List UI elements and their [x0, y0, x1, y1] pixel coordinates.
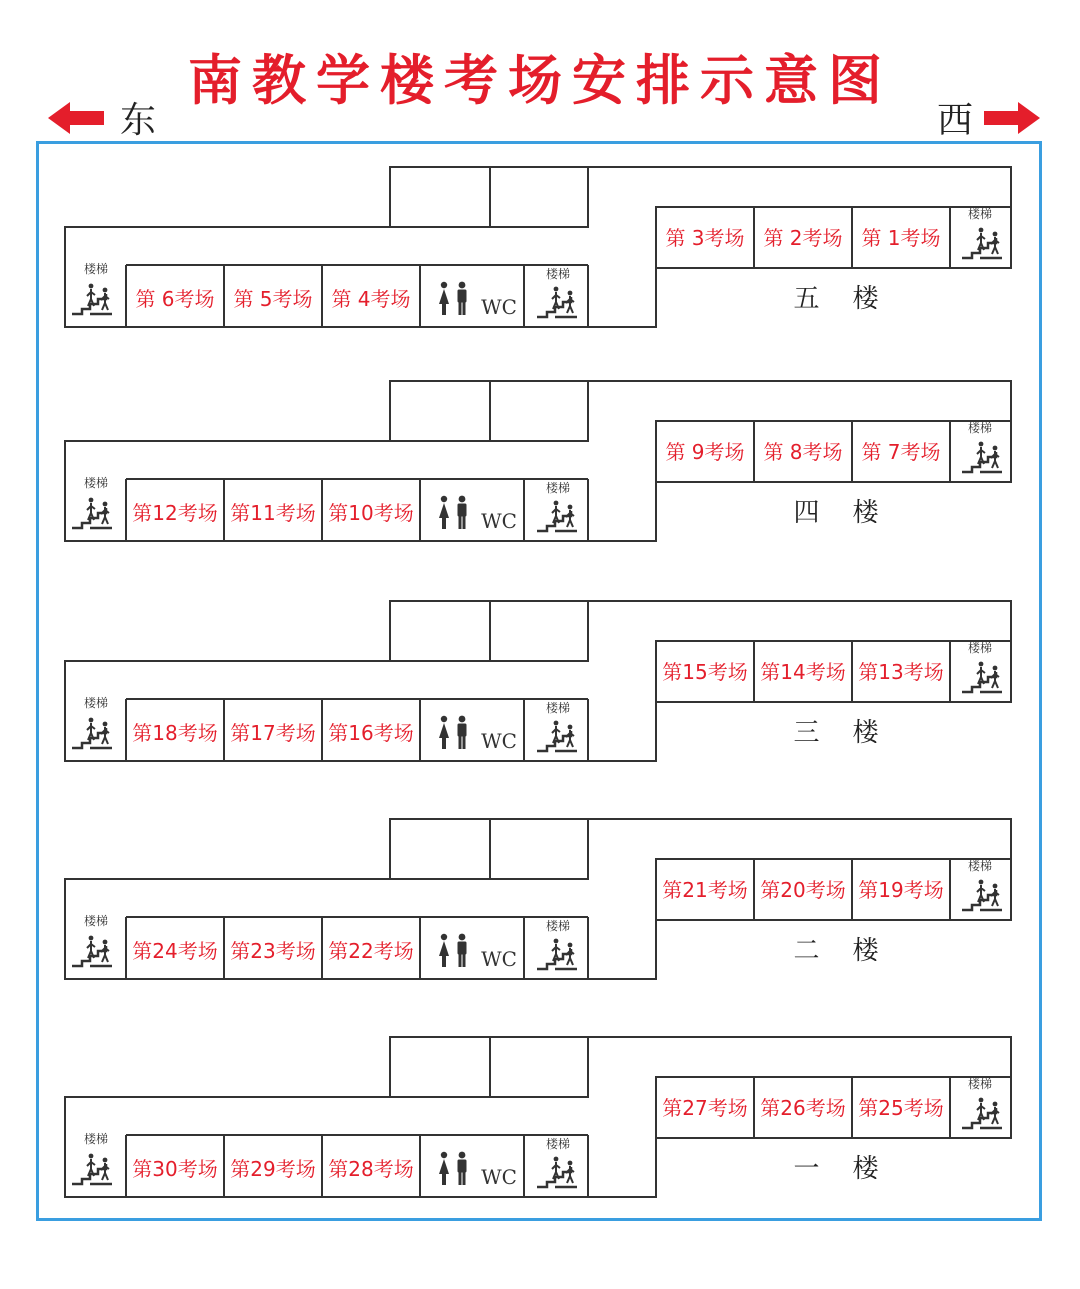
- exam-room-label: 第 7考场: [861, 440, 941, 464]
- floor-plan-4: [0, 1030, 1080, 1205]
- exam-room-label: 第 2考场: [763, 226, 843, 250]
- restroom-icon: [439, 1152, 467, 1185]
- stairs-icon: [537, 939, 577, 969]
- stairs-label: 楼梯: [83, 476, 109, 490]
- stairs-icon: [962, 228, 1002, 258]
- floor-label: 三 楼: [793, 718, 879, 748]
- restroom-icon: [439, 282, 467, 315]
- wc-label: WC: [481, 729, 517, 753]
- exam-room-label: 第11考场: [230, 501, 316, 525]
- exam-room-label: 第24考场: [132, 939, 218, 963]
- arrow-right-icon: [984, 100, 1040, 136]
- exam-room-label: 第18考场: [132, 721, 218, 745]
- stairs-label: 楼梯: [967, 1077, 993, 1091]
- stairs-icon: [962, 880, 1002, 910]
- stairs-icon: [537, 287, 577, 317]
- wc-label: WC: [481, 509, 517, 533]
- exam-room-label: 第22考场: [328, 939, 414, 963]
- floor-label: 一 楼: [793, 1154, 879, 1184]
- exam-room-label: 第26考场: [760, 1096, 846, 1120]
- stairs-icon: [537, 1157, 577, 1187]
- stairs-icon: [72, 936, 112, 966]
- stairs-icon: [537, 501, 577, 531]
- page-title: 南教学楼考场安排示意图: [188, 49, 892, 112]
- stairs-icon: [72, 284, 112, 314]
- stairs-icon: [962, 1098, 1002, 1128]
- exam-room-label: 第20考场: [760, 878, 846, 902]
- floor-label: 五 楼: [793, 284, 879, 314]
- stairs-label: 楼梯: [545, 919, 571, 933]
- stairs-label: 楼梯: [83, 262, 109, 276]
- exam-room-label: 第30考场: [132, 1157, 218, 1181]
- exam-room-label: 第 9考场: [665, 440, 745, 464]
- direction-east: 东: [120, 100, 157, 141]
- exam-room-label: 第 1考场: [861, 226, 941, 250]
- stairs-label: 楼梯: [545, 267, 571, 281]
- restroom-icon: [439, 934, 467, 967]
- exam-room-label: 第 8考场: [763, 440, 843, 464]
- exam-room-label: 第 3考场: [665, 226, 745, 250]
- exam-room-label: 第 6考场: [135, 287, 215, 311]
- wc-label: WC: [481, 947, 517, 971]
- exam-room-label: 第17考场: [230, 721, 316, 745]
- stairs-icon: [72, 498, 112, 528]
- stairs-label: 楼梯: [83, 696, 109, 710]
- floor-plan-3: [0, 812, 1080, 987]
- exam-room-label: 第10考场: [328, 501, 414, 525]
- exam-room-label: 第15考场: [662, 660, 748, 684]
- exam-room-label: 第 4考场: [331, 287, 411, 311]
- floor-plan-2: [0, 594, 1080, 769]
- stairs-label: 楼梯: [967, 421, 993, 435]
- stairs-icon: [962, 662, 1002, 692]
- stairs-label: 楼梯: [545, 481, 571, 495]
- stairs-label: 楼梯: [967, 207, 993, 221]
- exam-room-label: 第12考场: [132, 501, 218, 525]
- stairs-icon: [72, 718, 112, 748]
- floor-label: 四 楼: [793, 498, 879, 528]
- stairs-label: 楼梯: [967, 859, 993, 873]
- restroom-icon: [439, 496, 467, 529]
- exam-room-label: 第19考场: [858, 878, 944, 902]
- floor-plan-0: [0, 160, 1080, 335]
- direction-west: 西: [937, 100, 974, 141]
- exam-room-label: 第23考场: [230, 939, 316, 963]
- exam-room-label: 第25考场: [858, 1096, 944, 1120]
- exam-room-label: 第21考场: [662, 878, 748, 902]
- stairs-icon: [537, 721, 577, 751]
- exam-room-label: 第13考场: [858, 660, 944, 684]
- stairs-label: 楼梯: [83, 1132, 109, 1146]
- exam-room-label: 第29考场: [230, 1157, 316, 1181]
- exam-room-label: 第16考场: [328, 721, 414, 745]
- floor-label: 二 楼: [793, 936, 879, 966]
- exam-room-label: 第27考场: [662, 1096, 748, 1120]
- stairs-label: 楼梯: [83, 914, 109, 928]
- wc-label: WC: [481, 1165, 517, 1189]
- wc-label: WC: [481, 295, 517, 319]
- restroom-icon: [439, 716, 467, 749]
- exam-room-label: 第28考场: [328, 1157, 414, 1181]
- stairs-label: 楼梯: [545, 701, 571, 715]
- stairs-icon: [72, 1154, 112, 1184]
- stairs-label: 楼梯: [545, 1137, 571, 1151]
- arrow-left-icon: [48, 100, 104, 136]
- exam-room-label: 第 5考场: [233, 287, 313, 311]
- stairs-icon: [962, 442, 1002, 472]
- exam-room-label: 第14考场: [760, 660, 846, 684]
- stairs-label: 楼梯: [967, 641, 993, 655]
- floor-plan-1: [0, 374, 1080, 549]
